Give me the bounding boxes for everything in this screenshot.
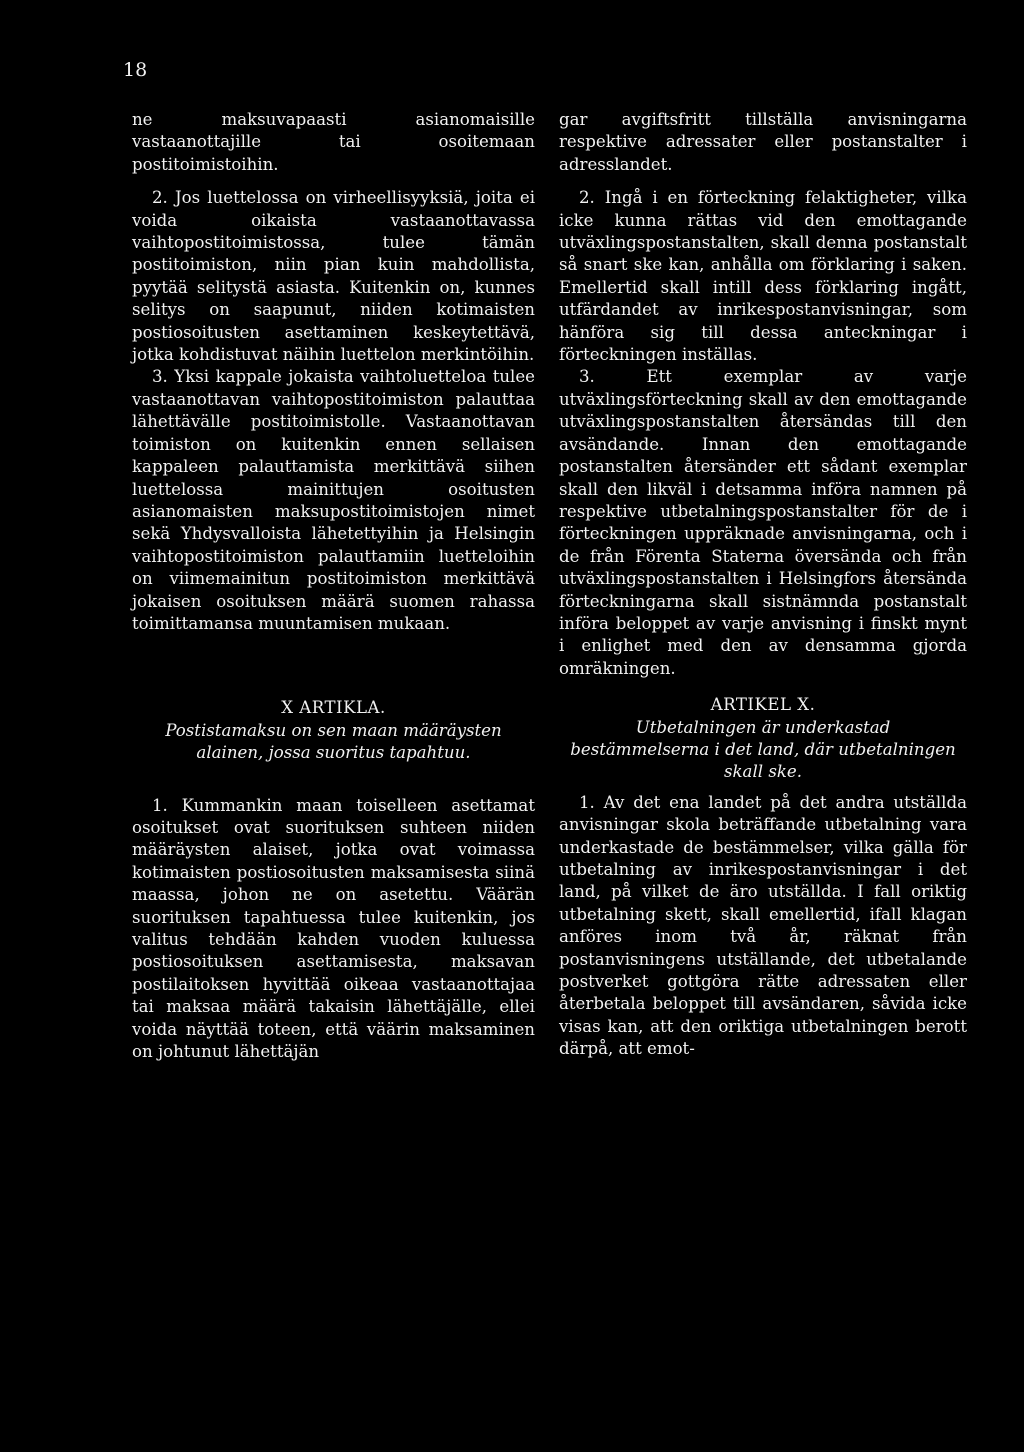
swedish-paragraph-4: 1. Av det ena landet på det andra utställda anvisningar skola beträffande utbetalning vara underkastade de bestämmelser, vilka gälla för utbetalning av inrikespostanvisningar i det land, på vilket de äro utställda. I fall oriktig utbetalning skett, skall emellertid, ifall klagan anföres inom två år, räknat från postanvisningens utställande, det utbetalande postverket gottgöra rätte adressaten eller återbetala beloppet till avsändaren, såvida icke visas kan, att den oriktiga utbetalningen berott därpå, att emot- xyxy=(559,792,967,1059)
finnish-paragraph-4: 1. Kummankin maan toiselleen asettamat osoitukset ovat suorituksen suhteen niiden määräysten alaiset, jotka ovat voimassa kotimaisten postiosoitusten maksamisesta siinä maassa, johon ne on asetettu. Väärän suorituksen tapahtuessa tulee kuitenkin, jos valitus tehdään kahden vuoden kuluessa postiosoituksen asettamisesta, maksavan postilaitoksen hyvittää oikeaa vastaanottajaa tai maksaa määrä takaisin lähettäjälle, ellei voida näyttää toteen, että väärin maksaminen on johtunut lähettäjän xyxy=(132,795,535,1062)
finnish-article-subtitle: Postistamaksu on sen maan määräysten alainen, jossa suoritus tapahtuu. xyxy=(165,720,502,763)
swedish-paragraph-continued: gar avgiftsfritt tillställa anvisningarna respektive adressater eller postanstalter i adresslandet. xyxy=(559,110,967,174)
finnish-paragraph-3: 3. Yksi kappale jokaista vaihtoluetteloa tulee vastaanottavan vaihtopostitoimiston palauttaa lähettävälle postitoimistolle. Vastaanottavan toimiston on kuitenkin ennen sellaisen kappaleen palauttamista merkittävä siihen luettelossa mainittujen osoitusten asianomaisten maksupostitoimistojen nimet sekä Yhdysvalloista lähetettyihin ja Helsingin vaihtopostitoimiston palauttamiin luetteloihin on viimemainitun postitoimiston merkittävä jokaisen osoituksen määrä suomen rahassa toimittamansa muuntamisen mukaan. xyxy=(132,367,535,633)
swedish-article-subtitle: Utbetalningen är underkastad bestämmelserna i det land, där utbetalningen skall ske. xyxy=(570,717,956,782)
swedish-article-header xyxy=(559,694,967,784)
finnish-paragraph-2: 2. Jos luettelossa on virheellisyyksiä, joita ei voida oikaista vastaanottavassa vaihtopostitoimistossa, tulee tämän postitoimiston, niin pian kuin mahdollista, pyytää selitystä asiasta. Kuitenkin on, kunnes selitys on saapunut, niiden kotimaisten postiosoitusten asettaminen keskeytettävä, jotka kohdistuvat näihin luettelon merkintöihin. xyxy=(132,188,535,365)
finnish-article-heading: X ARTIKLA. xyxy=(281,698,386,718)
swedish-article-heading: ARTIKEL X. xyxy=(710,695,816,715)
swedish-paragraph-3: 3. Ett exemplar av varje utväxlingsförteckning skall av den emottagande utväxlingspostanstalten återsändas till den avsändande. Innan den emottagande postanstalten återsänder ett sådant exemplar skall den likväl i detsamma införa namnen på respektive utbetalningspostanstalter för de i förteckningen uppräknade anvisningarna, och i de från Förenta Staterna översända och från utväxlingspostanstalten i Helsingfors återsända förteckningarna skall sistnämnda postanstalt införa beloppet av varje anvisning i finskt mynt i enlighet med den av densamma gjorda omräkningen. xyxy=(559,367,967,678)
page-number: 18 xyxy=(123,59,148,81)
swedish-paragraph-2: 2. Ingå i en förteckning felaktigheter, vilka icke kunna rättas vid den emottagande utväxlingspostanstalten, skall denna postanstalt så snart ske kan, anhålla om förklaring i saken. Emellertid skall intill dess förklaring ingått, utfärdandet av inrikespostanvisningar, som hänföra sig till dessa anteckningar i förteckningen inställas. xyxy=(559,188,967,365)
finnish-paragraph-continued: ne maksuvapaasti asianomaisille vastaanottajille tai osoitemaan postitoimistoihin. xyxy=(132,110,535,174)
finnish-article-header xyxy=(132,697,535,764)
swedish-column xyxy=(559,109,967,1061)
finnish-column xyxy=(132,109,535,1063)
